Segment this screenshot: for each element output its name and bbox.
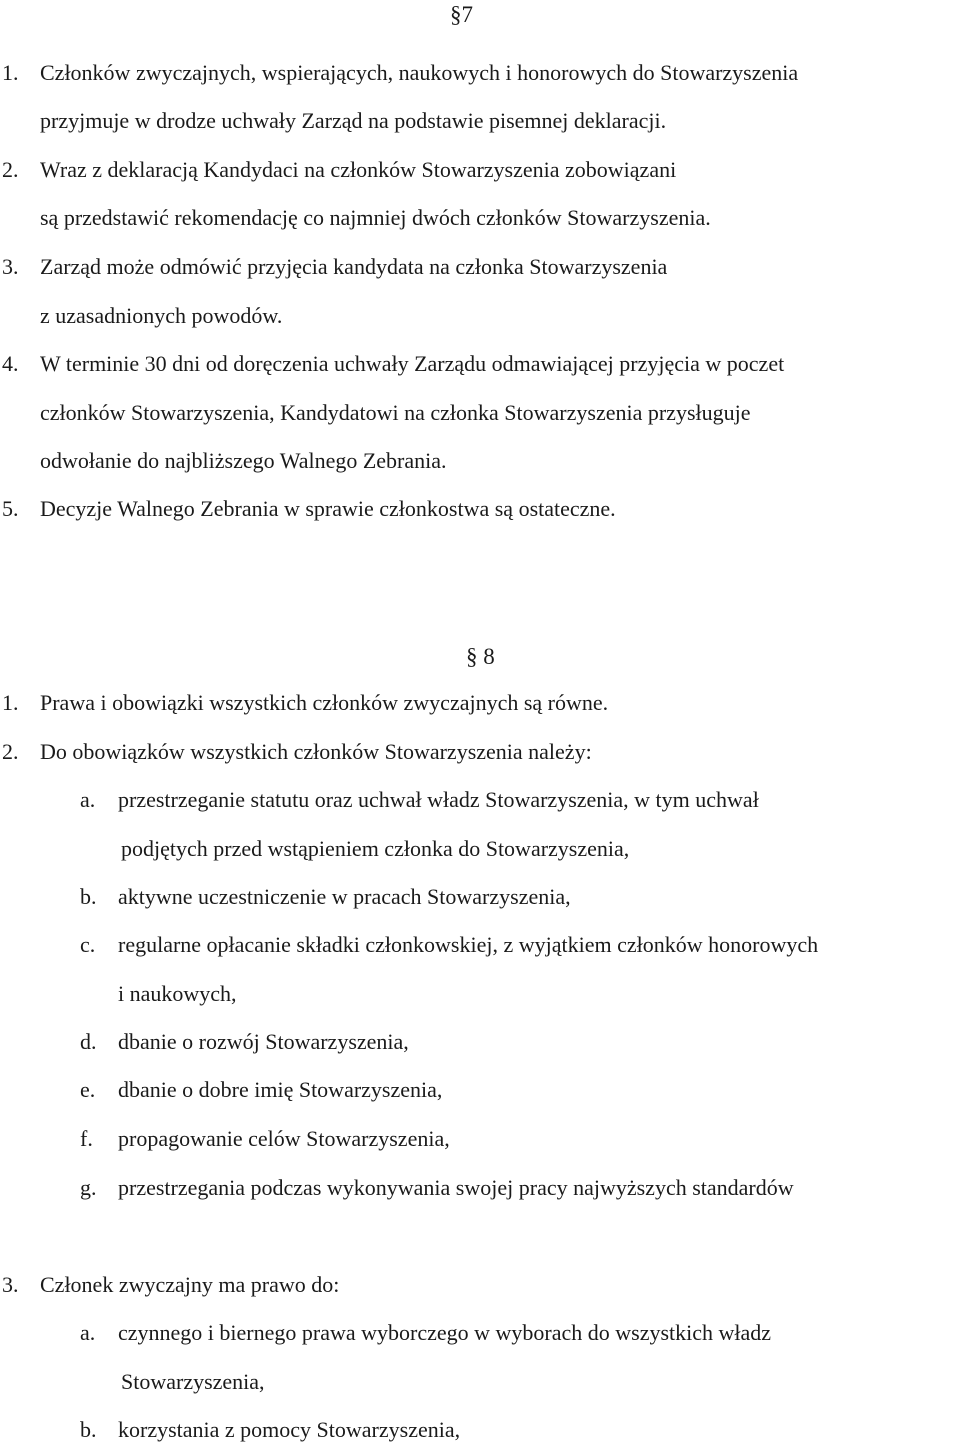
item-text-line: przestrzeganie statutu oraz uchwał władz Stowarzyszenia, w tym uchwał [118, 787, 759, 812]
item-number: 2. [2, 739, 19, 764]
item-text-line: korzystania z pomocy Stowarzyszenia, [118, 1417, 461, 1442]
item-letter: g. [80, 1175, 97, 1200]
item-letter: c. [80, 932, 96, 957]
item-letter: e. [80, 1077, 96, 1102]
item-number: 5. [2, 496, 19, 521]
item-text-line: czynnego i biernego prawa wyborczego w wyborach do wszystkich władz [118, 1320, 772, 1345]
item-text-line: regularne opłacanie składki członkowskiej, z wyjątkiem członków honorowych [118, 932, 819, 957]
item-letter: a. [80, 1320, 96, 1345]
item-letter: b. [80, 884, 97, 909]
item-text-line: podjętych przed wstąpieniem członka do Stowarzyszenia, [121, 836, 630, 861]
item-number: 2. [2, 157, 19, 182]
item-letter: f. [80, 1126, 93, 1151]
item-text-line: odwołanie do najbliższego Walnego Zebrania. [40, 448, 447, 473]
item-text-line: aktywne uczestniczenie w pracach Stowarzyszenia, [118, 884, 571, 909]
item-number: 3. [2, 254, 19, 279]
item-text-line: z uzasadnionych powodów. [40, 303, 283, 328]
item-letter: d. [80, 1029, 97, 1054]
item-text-line: członków Stowarzyszenia, Kandydatowi na członka Stowarzyszenia przysługuje [40, 400, 751, 425]
item-text-line: Decyzje Walnego Zebrania w sprawie członkostwa są ostateczne. [40, 496, 616, 521]
item-text-line: i naukowych, [118, 981, 237, 1006]
item-text-line: propagowanie celów Stowarzyszenia, [118, 1126, 450, 1151]
section-7-heading: §7 [450, 2, 473, 27]
item-letter: a. [80, 787, 96, 812]
item-text-line: przyjmuje w drodze uchwały Zarząd na podstawie pisemnej deklaracji. [40, 108, 667, 133]
item-number: 3. [2, 1272, 19, 1297]
section-8-heading: § 8 [466, 644, 495, 669]
item-text-line: Prawa i obowiązki wszystkich członków zwyczajnych są równe. [40, 690, 609, 715]
item-text-line: Do obowiązków wszystkich członków Stowarzyszenia należy: [40, 739, 592, 764]
item-text-line: dbanie o rozwój Stowarzyszenia, [118, 1029, 409, 1054]
item-text-line: Wraz z deklaracją Kandydaci na członków Stowarzyszenia zobowiązani [40, 157, 677, 182]
item-text-line: są przedstawić rekomendację co najmniej dwóch członków Stowarzyszenia. [40, 205, 711, 230]
item-text-line: Członek zwyczajny ma prawo do: [40, 1272, 340, 1297]
item-letter: b. [80, 1417, 97, 1442]
item-text-line: przestrzegania podczas wykonywania swojej pracy najwyższych standardów [118, 1175, 794, 1200]
item-number: 1. [2, 690, 19, 715]
item-text-line: W terminie 30 dni od doręczenia uchwały Zarządu odmawiającej przyjęcia w poczet [40, 351, 785, 376]
item-text-line: Zarząd może odmówić przyjęcia kandydata na członka Stowarzyszenia [40, 254, 668, 279]
item-number: 1. [2, 60, 19, 85]
item-text-line: Członków zwyczajnych, wspierających, naukowych i honorowych do Stowarzyszenia [40, 60, 799, 85]
item-text-line: dbanie o dobre imię Stowarzyszenia, [118, 1077, 443, 1102]
item-number: 4. [2, 351, 19, 376]
item-text-line: Stowarzyszenia, [121, 1369, 265, 1394]
